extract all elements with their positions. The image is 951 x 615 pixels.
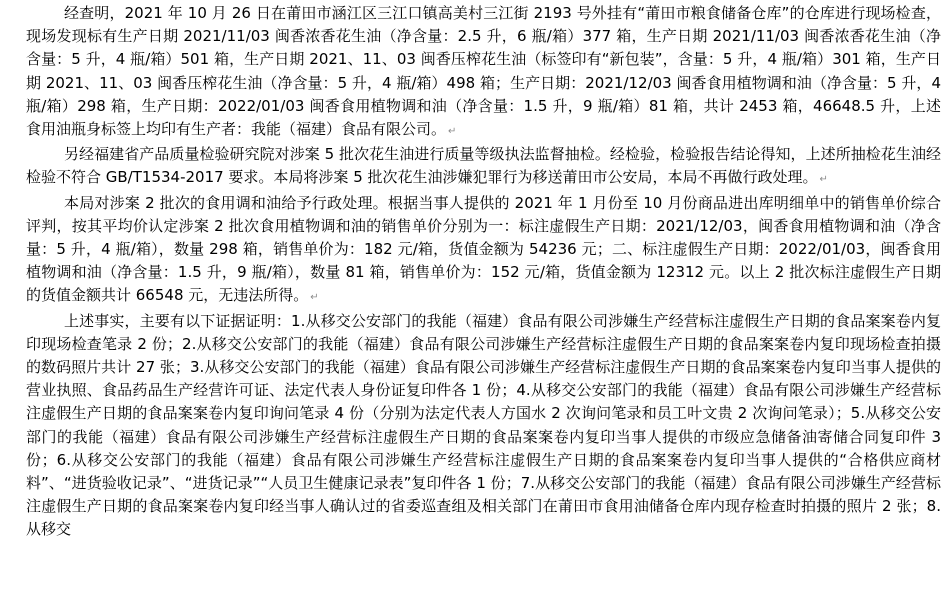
paragraph-text: 经查明，2021 年 10 月 26 日在莆田市涵江区三江口镇高美村三江街 2193 号外挂有“莆田市粮食储备仓库”的仓库进行现场检查，现场发现标有生产日期 2021/11/03 闽香浓香花生油（净含量：2.5 升，6 瓶/箱）377 箱，生产日期 2021/11/03 闽香浓香花生油（净含量：5 升，4 瓶/箱）501 箱，生产日期 2021、11、03 闽香压榨花生油（标签印有“新包装”，含量：5 升，4 瓶/箱）301 箱，生产日期 2021、11、03 闽香压榨花生油（净含量：5 升，4 瓶/箱）498 箱；生产日期：2021/12/03 闽香食用植物调和油（净含量：5 升，4 瓶/箱）298 箱，生产日期：2022/01/03 闽香食用植物调和油（净含量：1.5 升，9 瓶/箱）81 箱，共计 2453 箱，46648.5 升，上述食用油瓶身标签上均印有生产者：我能（福建）食品有限公司。 [26,4,941,139]
paragraph-text: 另经福建省产品质量检验研究院对涉案 5 批次花生油进行质量等级执法监督抽检。经检验，检验报告结论得知，上述所抽检花生油经检验不符合 GB/T1534-2017 要求。本局将涉案 5 批次花生油涉嫌犯罪行为移送莆田市公安局，本局不再做行政处理。 [26,145,941,187]
paragraph-mark-icon: ↵ [310,292,319,304]
paragraph-mark-icon: ↵ [448,126,457,138]
paragraph-quality-inspection [26,143,941,191]
paragraph-text: 本局对涉案 2 批次的食用调和油给予行政处理。根据当事人提供的 2021 年 1 月份至 10 月份商品进出库明细单中的销售单价综合评判，按其平均价认定涉案 2 批次食用植物调和油的销售单价分别为一：标注虚假生产日期：2021/12/03，闽香食用植物调和油（净含量：5 升，4 瓶/箱），数量 298 箱，销售单价为：182 元/箱，货值金额为 54236 元；二、标注虚假生产日期：2022/01/03，闽香食用植物调和油（净含量：1.5 升，9 瓶/箱），数量 81 箱，销售单价为：152 元/箱，货值金额为 12312 元。以上 2 批次标注虚假生产日期的货值金额共计 66548 元，无违法所得。 [26,193,941,305]
paragraph-inspection-findings [26,0,941,143]
paragraph-text: 上述事实，主要有以下证据证明：1.从移交公安部门的我能（福建）食品有限公司涉嫌生产经营标注虚假生产日期的食品案案卷内复印现场检查笔录 2 份；2.从移交公安部门的我能（福建）食品有限公司涉嫌生产经营标注虚假生产日期的食品案案卷内复印现场检查拍摄的数码照片共计 27 张；3.从移交公安部门的我能（福建）食品有限公司涉嫌生产经营标注虚假生产日期的食品案案卷内复印当事人提供的营业执照、食品药品生产经营许可证、法定代表人身份证复印件各 1 份；4.从移交公安部门的我能（福建）食品有限公司涉嫌生产经营标注虚假生产日期的食品案案卷内复印询问笔录 4 份（分别为法定代表人方国水 2 次询问笔录和员工叶文贵 2 次询问笔录）；5.从移交公安部门的我能（福建）食品有限公司涉嫌生产经营标注虚假生产日期的食品案案卷内复印当事人提供的市级应急储备油寄储合同复印件 3 份；6.从移交公安部门的我能（福建）食品有限公司涉嫌生产经营标注虚假生产日期的食品案案卷内复印当事人提供的“合格供应商材料”、“进货验收记录”、“进货记录”“人员卫生健康记录表”复印件各 1 份；7.从移交公安部门的我能（福建）食品有限公司涉嫌生产经营标注虚假生产日期的食品案案卷内复印经当事人确认过的省委巡查组及相关部门在莆田市食用油储备仓库内现存检查时拍摄的照片 2 张；8.从移交 [26,311,941,539]
paragraph-administrative-handling [26,192,941,310]
paragraph-evidence-list [26,310,941,542]
paragraph-mark-icon: ↵ [819,174,828,186]
